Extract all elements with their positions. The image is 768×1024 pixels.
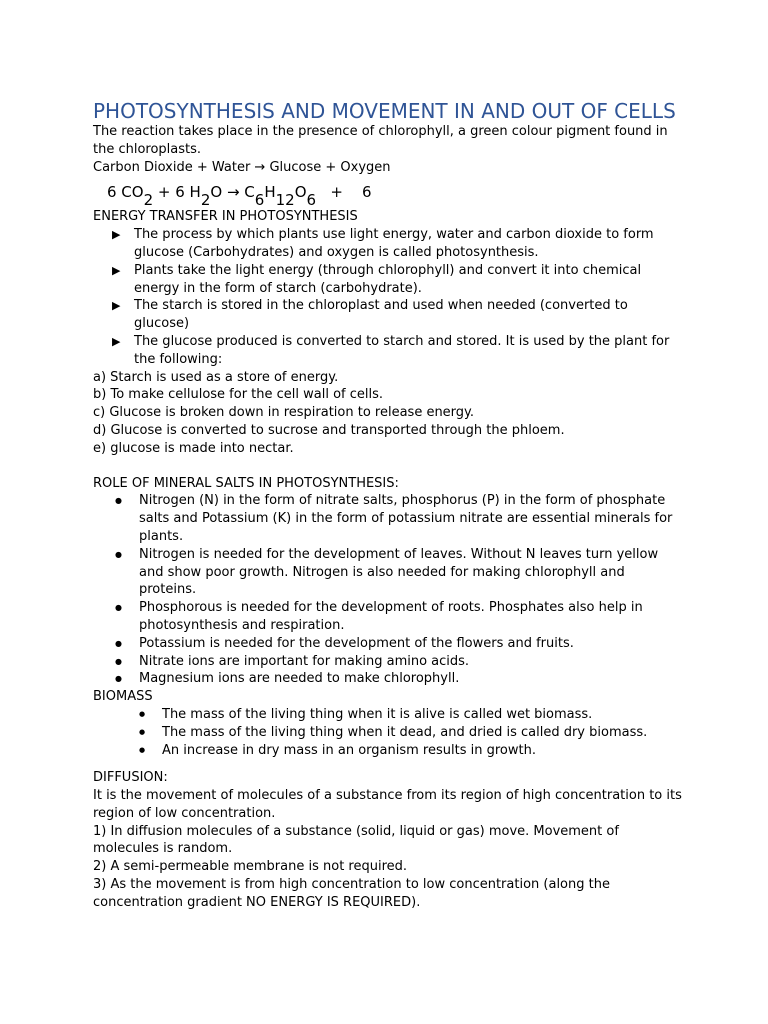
- list-item: ▶ The starch is stored in the chloroplast and used when needed (converted to glucose): [93, 297, 683, 333]
- diffusion-point: 3) As the movement is from high concentration to low concentration (along the concentration gradient NO ENERGY IS REQUIRED).: [93, 877, 610, 910]
- word-equation: Carbon Dioxide + Water → Glucose + Oxygen: [93, 159, 391, 175]
- list-item: ● Potassium is needed for the development of the flowers and fruits.: [93, 635, 683, 653]
- list-item: ● Nitrate ions are important for making amino acids.: [93, 653, 683, 671]
- list-item: ● The mass of the living thing when it is alive is called wet biomass.: [93, 706, 683, 724]
- glucose-use-item: c) Glucose is broken down in respiration to release energy.: [93, 405, 475, 421]
- list-item: ● Phosphorous is needed for the development of roots. Phosphates also help in photosynthesis and respiration.: [93, 599, 683, 635]
- list-item: ● The mass of the living thing when it dead, and dried is called dry biomass.: [93, 724, 683, 742]
- energy-transfer-list: [93, 226, 683, 368]
- intro-paragraph: The reaction takes place in the presence of chlorophyll, a green colour pigment found in the chloroplasts.: [93, 124, 668, 157]
- glucose-use-item: e) glucose is made into nectar.: [93, 440, 294, 456]
- biomass-list: [93, 706, 683, 759]
- document-body: [93, 100, 683, 912]
- minerals-heading: ROLE OF MINERAL SALTS IN PHOTOSYNTHESIS:: [93, 475, 399, 491]
- list-item: ● Nitrogen is needed for the development of leaves. Without N leaves turn yellow and show poor growth. Nitrogen is also needed for making chlorophyll and proteins.: [93, 546, 683, 599]
- diffusion-definition: It is the movement of molecules of a substance from its region of high concentration to its region of low concentration.: [93, 788, 682, 821]
- glucose-use-item: a) Starch is used as a store of energy.: [93, 369, 339, 385]
- list-item: ▶ The glucose produced is converted to starch and stored. It is used by the plant for the following:: [93, 333, 683, 369]
- energy-transfer-heading: ENERGY TRANSFER IN PHOTOSYNTHESIS: [93, 209, 358, 225]
- diffusion-point: 2) A semi-permeable membrane is not required.: [93, 859, 408, 875]
- minerals-list: [93, 492, 683, 688]
- glucose-use-item: b) To make cellulose for the cell wall of cells.: [93, 387, 384, 403]
- list-item: ▶ The process by which plants use light energy, water and carbon dioxide to form glucose (Carbohydrates) and oxygen is called photosynthesis.: [93, 226, 683, 262]
- list-item: ▶ Plants take the light energy (through chlorophyll) and convert it into chemical energy in the form of starch (carbohydrate).: [93, 262, 683, 298]
- glucose-use-item: d) Glucose is converted to sucrose and transported through the phloem.: [93, 422, 565, 438]
- biomass-heading: BIOMASS: [93, 689, 153, 705]
- chemical-equation: 6 $CO_2 + 6$ $H_2O \to C_6H_{12}O_6$ + 6: [107, 183, 372, 210]
- diffusion-point: 1) In diffusion molecules of a substance (solid, liquid or gas) move. Movement of molecules is random.: [93, 823, 619, 857]
- list-item: ● Nitrogen (N) in the form of nitrate salts, phosphorus (P) in the form of phosphate salts and Potassium (K) in the form of potassium nitrate are essential minerals for plants.: [93, 492, 683, 545]
- page-title: PHOTOSYNTHESIS AND MOVEMENT IN AND OUT OF CELLS: [93, 99, 676, 123]
- diffusion-heading: DIFFUSION:: [93, 770, 168, 786]
- list-item: ● Magnesium ions are needed to make chlorophyll.: [93, 670, 683, 688]
- list-item: ● An increase in dry mass in an organism results in growth.: [93, 742, 683, 760]
